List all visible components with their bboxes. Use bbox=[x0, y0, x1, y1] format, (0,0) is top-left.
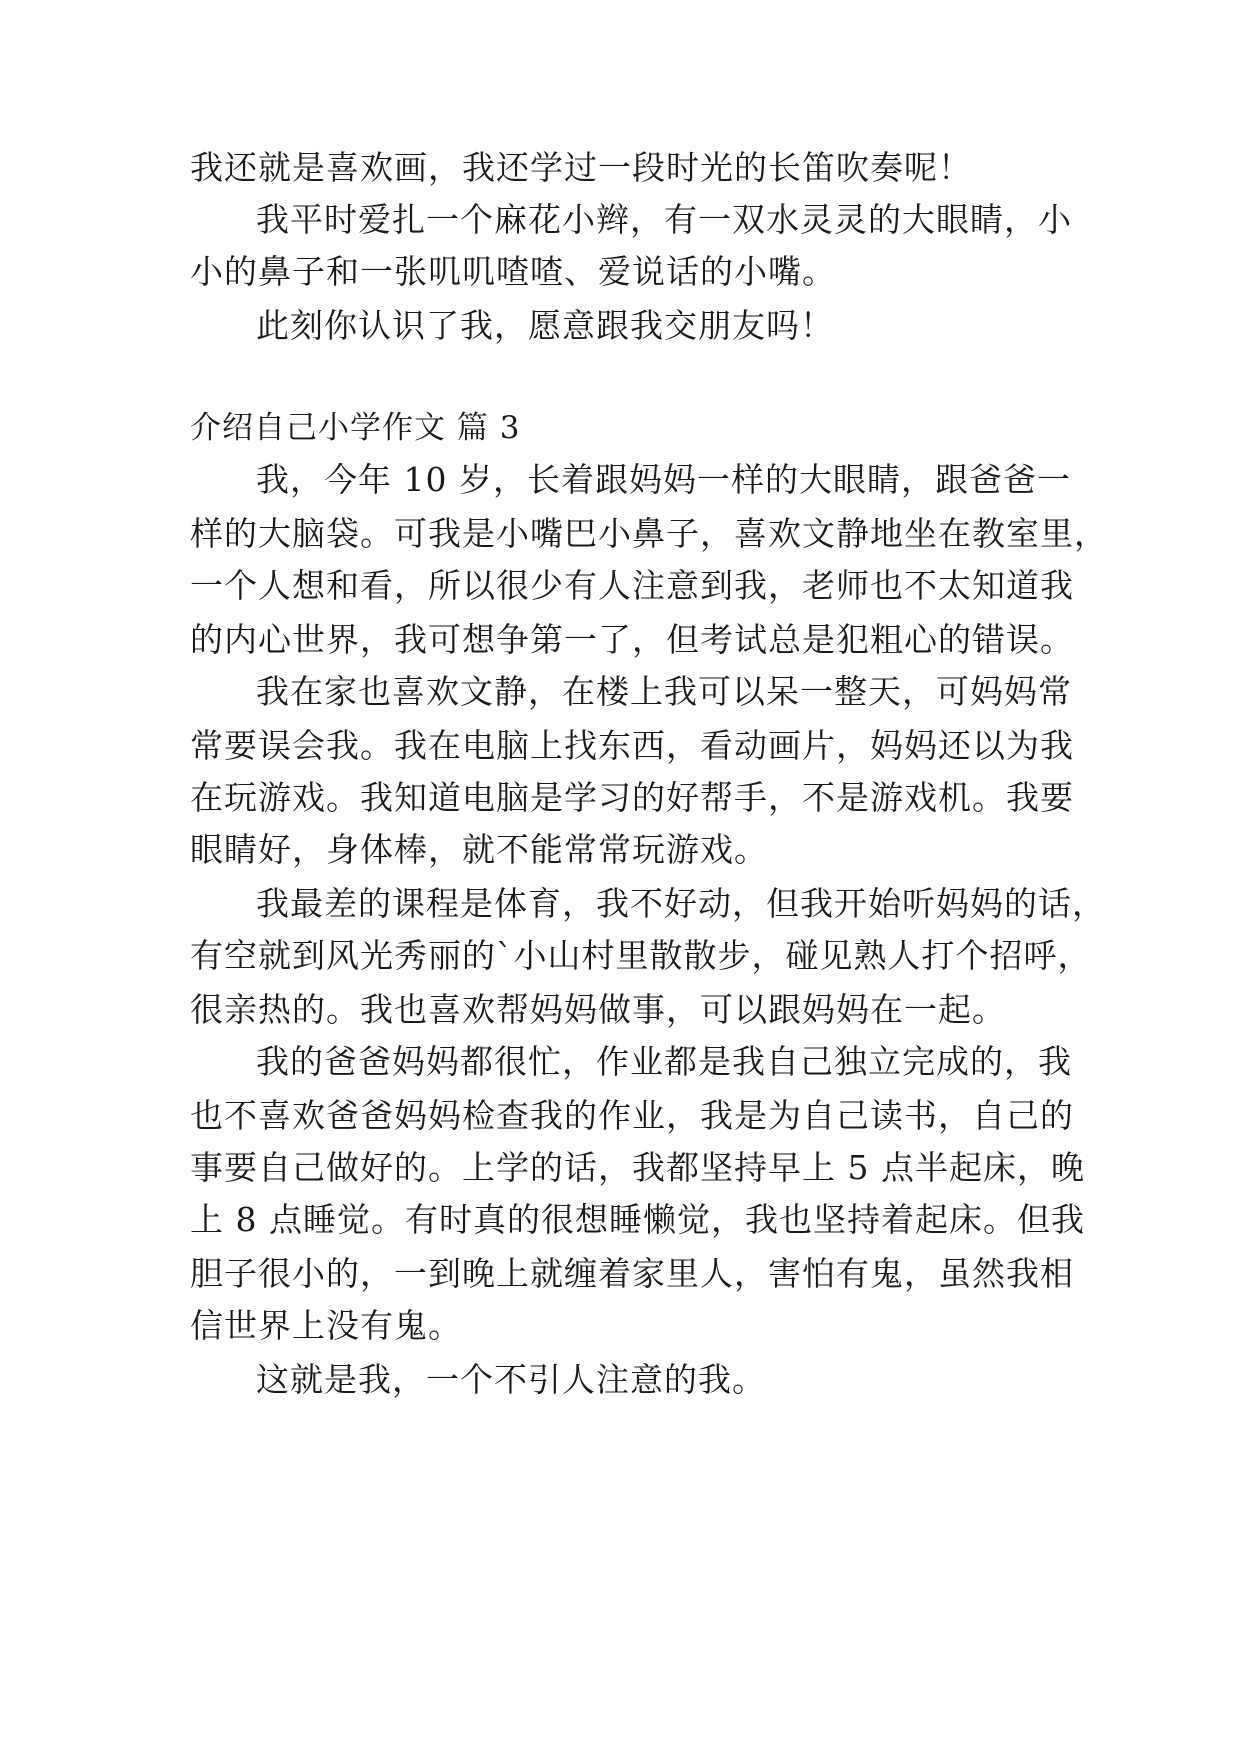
text-line: 也不喜欢爸爸妈妈检查我的作业，我是为自己读书，自己的 bbox=[190, 1096, 1074, 1135]
text-line: 信世界上没有鬼。 bbox=[190, 1306, 462, 1345]
paragraph-start-line: 我，今年 10 岁，长着跟妈妈一样的大眼睛，跟爸爸一 bbox=[256, 460, 1071, 499]
text-line: 胆子很小的，一到晚上就缠着家里人，害怕有鬼，虽然我相 bbox=[190, 1254, 1074, 1293]
text-line: 我还就是喜欢画，我还学过一段时光的长笛吹奏呢！ bbox=[190, 148, 972, 187]
text-line: 很亲热的。我也喜欢帮妈妈做事，可以跟妈妈在一起。 bbox=[190, 990, 1006, 1029]
section-heading: 介绍自己小学作文 篇 3 bbox=[190, 410, 521, 446]
text-line: 事要自己做好的。上学的话，我都坚持早上 5 点半起床，晚 bbox=[190, 1148, 1085, 1187]
paragraph-start-line: 我在家也喜欢文静，在楼上我可以呆一整天，可妈妈常 bbox=[256, 672, 1072, 711]
text-line: 有空就到风光秀丽的`小山村里散散步，碰见熟人打个招呼， bbox=[190, 936, 1092, 975]
paragraph-start-line: 此刻你认识了我，愿意跟我交朋友吗！ bbox=[256, 306, 834, 345]
text-line: 一个人想和看，所以很少有人注意到我，老师也不太知道我 bbox=[190, 566, 1074, 605]
text-line: 样的大脑袋。可我是小嘴巴小鼻子，喜欢文静地坐在教室里， bbox=[190, 514, 1108, 553]
text-line: 在玩游戏。我知道电脑是学习的好帮手，不是游戏机。我要 bbox=[190, 778, 1074, 817]
text-line: 的内心世界，我可想争第一了，但考试总是犯粗心的错误。 bbox=[190, 620, 1074, 659]
paragraph-start-line: 我的爸爸妈妈都很忙，作业都是我自己独立完成的，我 bbox=[256, 1042, 1072, 1081]
text-line: 常要误会我。我在电脑上找东西，看动画片，妈妈还以为我 bbox=[190, 726, 1074, 765]
text-line: 小的鼻子和一张叽叽喳喳、爱说话的小嘴。 bbox=[190, 252, 836, 291]
text-line: 上 8 点睡觉。有时真的很想睡懒觉，我也坚持着起床。但我 bbox=[190, 1200, 1085, 1239]
paragraph-start-line: 我最差的课程是体育，我不好动，但我开始听妈妈的话， bbox=[256, 884, 1106, 923]
paragraph-start-line: 这就是我，一个不引人注意的我。 bbox=[256, 1360, 766, 1399]
paragraph-start-line: 我平时爱扎一个麻花小辫，有一双水灵灵的大眼睛，小 bbox=[256, 200, 1072, 239]
text-line: 眼睛好，身体棒，就不能常常玩游戏。 bbox=[190, 830, 768, 869]
